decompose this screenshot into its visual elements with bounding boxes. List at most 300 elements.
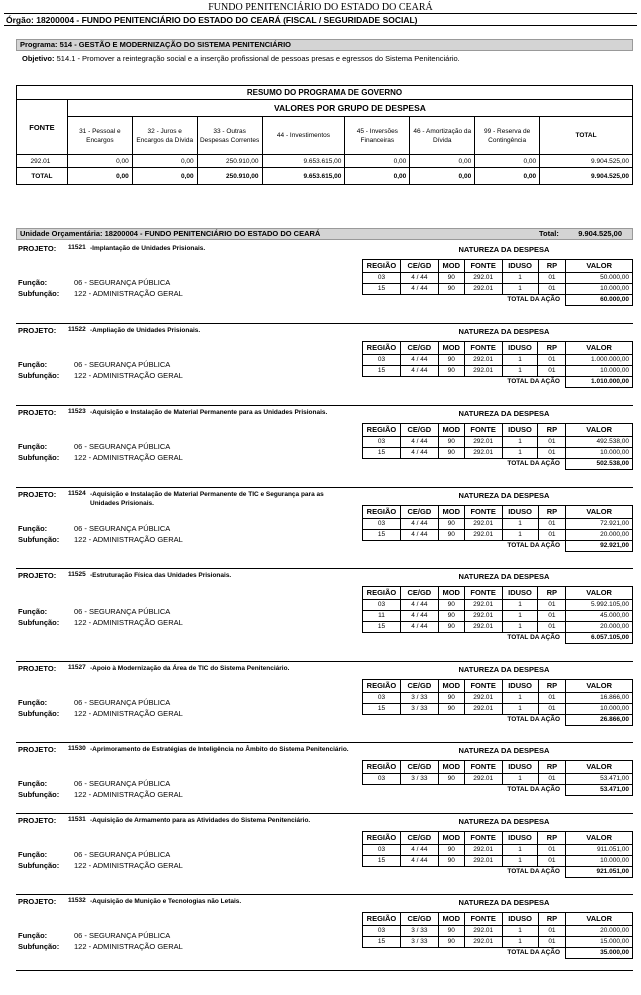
projeto-number: 11530 <box>68 745 86 752</box>
natureza-cell: 1 <box>502 926 538 937</box>
natureza-cell: 4 / 44 <box>400 622 438 633</box>
natureza-col-header: MOD <box>438 761 464 774</box>
natureza-cell: 03 <box>363 693 401 704</box>
natureza-col-header: FONTE <box>464 506 502 519</box>
natureza-col-header: IDUSO <box>502 913 538 926</box>
natureza-cell: 1 <box>502 611 538 622</box>
projeto-description: -Aquisição de Munição e Tecnologias não Letais. <box>90 898 242 905</box>
natureza-col-header: MOD <box>438 913 464 926</box>
subfuncao-value: 122 - ADMINISTRAÇÃO GERAL <box>74 289 183 298</box>
funcao-line: Função: 06 - SEGURANÇA PÚBLICA <box>18 931 171 940</box>
natureza-cell: 292.01 <box>464 600 502 611</box>
natureza-col-header: IDUSO <box>502 506 538 519</box>
subfuncao-line: Subfunção: 122 - ADMINISTRAÇÃO GERAL <box>18 709 183 718</box>
natureza-cell: 90 <box>438 448 464 459</box>
natureza-cell: 01 <box>538 622 566 633</box>
natureza-cell: 90 <box>438 519 464 530</box>
natureza-col-header: REGIÃO <box>363 913 401 926</box>
project-separator <box>16 894 633 895</box>
natureza-cell: 15 <box>363 704 401 715</box>
natureza-col-header: VALOR <box>566 761 633 774</box>
resumo-total-label: TOTAL <box>17 168 68 185</box>
natureza-row <box>363 366 633 377</box>
funcao-value: 06 - SEGURANÇA PÚBLICA <box>74 607 171 616</box>
natureza-col-header: VALOR <box>566 913 633 926</box>
funcao-line: Função: 06 - SEGURANÇA PÚBLICA <box>18 698 171 707</box>
natureza-cell: 01 <box>538 611 566 622</box>
projeto-number: 11525 <box>68 571 86 578</box>
funcao-line: Função: 06 - SEGURANÇA PÚBLICA <box>18 442 171 451</box>
total-acao-value: 35.000,00 <box>566 948 633 959</box>
resumo-total-cell: 0,00 <box>132 168 197 185</box>
natureza-cell: 01 <box>538 273 566 284</box>
natureza-col-header: RP <box>538 587 566 600</box>
natureza-cell: 292.01 <box>464 519 502 530</box>
natureza-cell: 90 <box>438 937 464 948</box>
resumo-col-header: 33 - Outras Despesas Correntes <box>197 117 262 155</box>
funcao-line: Função: 06 - SEGURANÇA PÚBLICA <box>18 850 171 859</box>
unidade-total-label: Total: <box>539 229 559 238</box>
subfuncao-line: Subfunção: 122 - ADMINISTRAÇÃO GERAL <box>18 453 183 462</box>
natureza-table <box>362 423 633 470</box>
total-acao-label: TOTAL DA AÇÃO <box>507 634 560 642</box>
natureza-cell: 1 <box>502 704 538 715</box>
projeto-description: -Implantação de Unidades Prisionais. <box>90 245 206 252</box>
natureza-cell: 3 / 33 <box>400 693 438 704</box>
natureza-col-header: IDUSO <box>502 680 538 693</box>
natureza-cell: 01 <box>538 284 566 295</box>
natureza-row <box>363 355 633 366</box>
natureza-cell: 292.01 <box>464 856 502 867</box>
total-acao-value: 921.051,00 <box>566 867 633 878</box>
natureza-cell: 4 / 44 <box>400 366 438 377</box>
unidade-orcamentaria-bar <box>16 228 633 240</box>
funcao-line: Função: 06 - SEGURANÇA PÚBLICA <box>18 524 171 533</box>
funcao-line: Função: 06 - SEGURANÇA PÚBLICA <box>18 607 171 616</box>
natureza-cell: 90 <box>438 845 464 856</box>
resumo-total-cell: 0,00 <box>475 168 540 185</box>
resumo-value-cell: 0,00 <box>410 155 475 168</box>
subfuncao-line: Subfunção: 122 - ADMINISTRAÇÃO GERAL <box>18 942 183 951</box>
projeto-number: 11527 <box>68 664 86 671</box>
resumo-subtitle: VALORES POR GRUPO DE DESPESA <box>67 100 632 117</box>
natureza-title: NATUREZA DA DESPESA <box>458 409 550 418</box>
natureza-col-header: CE/GD <box>400 832 438 845</box>
natureza-cell: 03 <box>363 355 401 366</box>
project-separator <box>16 405 633 406</box>
total-acao-label: TOTAL DA AÇÃO <box>507 716 561 724</box>
subfuncao-line: Subfunção: 122 - ADMINISTRAÇÃO GERAL <box>18 790 183 799</box>
natureza-row <box>363 622 633 633</box>
natureza-cell: 4 / 44 <box>400 448 438 459</box>
total-acao-value: 60.000,00 <box>566 295 633 306</box>
resumo-fonte-header: FONTE <box>17 100 68 155</box>
natureza-col-header: CE/GD <box>400 587 438 600</box>
natureza-cell: 90 <box>438 600 464 611</box>
project-separator <box>16 487 633 488</box>
natureza-cell: 53.471,00 <box>566 774 633 785</box>
natureza-col-header: VALOR <box>566 680 633 693</box>
natureza-cell: 90 <box>438 774 464 785</box>
natureza-col-header: IDUSO <box>502 424 538 437</box>
natureza-col-header: REGIÃO <box>363 342 401 355</box>
natureza-col-header: VALOR <box>566 506 633 519</box>
natureza-cell: 4 / 44 <box>400 437 438 448</box>
funcao-value: 06 - SEGURANÇA PÚBLICA <box>74 278 171 287</box>
resumo-total-cell: 250.910,00 <box>197 168 262 185</box>
resumo-col-header: 31 - Pessoal e Encargos <box>67 117 132 155</box>
resumo-value-cell: 0,00 <box>132 155 197 168</box>
natureza-col-header: REGIÃO <box>363 832 401 845</box>
natureza-cell: 292.01 <box>464 355 502 366</box>
natureza-table <box>362 259 633 306</box>
natureza-cell: 90 <box>438 530 464 541</box>
project-separator <box>16 661 633 662</box>
projeto-label: PROJETO: <box>18 664 57 673</box>
natureza-title: NATUREZA DA DESPESA <box>458 898 550 907</box>
projeto-description: -Aquisição de Armamento para as Atividades do Sistema Penitenciário. <box>90 817 311 824</box>
projeto-number: 11531 <box>68 816 86 823</box>
natureza-col-header: MOD <box>438 680 464 693</box>
natureza-cell: 15 <box>363 366 401 377</box>
natureza-cell: 15 <box>363 856 401 867</box>
objetivo-text: 514.1 - Promover a reintegração social e a inserção profissional de pessoas presas e egressos do Sistema Penitenciário. <box>56 54 460 63</box>
funcao-value: 06 - SEGURANÇA PÚBLICA <box>74 779 171 788</box>
funcao-value: 06 - SEGURANÇA PÚBLICA <box>74 360 171 369</box>
natureza-title: NATUREZA DA DESPESA <box>458 245 550 254</box>
natureza-cell: 1 <box>502 845 538 856</box>
resumo-col-header: 44 - Investimentos <box>262 117 345 155</box>
natureza-cell: 01 <box>538 519 566 530</box>
natureza-col-header: IDUSO <box>502 761 538 774</box>
natureza-col-header: FONTE <box>464 260 502 273</box>
project-separator <box>16 742 633 743</box>
natureza-cell: 03 <box>363 845 401 856</box>
natureza-cell: 292.01 <box>464 284 502 295</box>
natureza-row <box>363 774 633 785</box>
total-acao-label: TOTAL DA AÇÃO <box>507 378 560 386</box>
natureza-cell: 292.01 <box>464 530 502 541</box>
natureza-col-header: CE/GD <box>400 424 438 437</box>
natureza-title: NATUREZA DA DESPESA <box>458 746 550 755</box>
natureza-cell: 1 <box>502 437 538 448</box>
natureza-cell: 01 <box>538 926 566 937</box>
natureza-col-header: FONTE <box>464 832 502 845</box>
natureza-cell: 45.000,00 <box>566 611 633 622</box>
natureza-cell: 90 <box>438 856 464 867</box>
subfuncao-value: 122 - ADMINISTRAÇÃO GERAL <box>74 618 183 627</box>
natureza-col-header: VALOR <box>566 342 633 355</box>
natureza-col-header: REGIÃO <box>363 260 401 273</box>
resumo-value-cell: 9.904.525,00 <box>540 155 633 168</box>
subfuncao-value: 122 - ADMINISTRAÇÃO GERAL <box>74 535 183 544</box>
natureza-cell: 1 <box>502 600 538 611</box>
total-acao-value: 1.010.000,00 <box>566 377 633 388</box>
resumo-total-cell: 0,00 <box>345 168 410 185</box>
resumo-fonte-cell: 292.01 <box>17 155 68 168</box>
total-acao-label: TOTAL DA AÇÃO <box>507 460 560 468</box>
natureza-col-header: RP <box>538 761 566 774</box>
natureza-cell: 01 <box>538 774 566 785</box>
natureza-col-header: VALOR <box>566 832 633 845</box>
unidade-label: Unidade Orçamentária: 18200004 - FUNDO PENITENCIÁRIO DO ESTADO DO CEARÁ <box>20 229 321 238</box>
natureza-cell: 1 <box>502 284 538 295</box>
natureza-row <box>363 704 633 715</box>
subfuncao-value: 122 - ADMINISTRAÇÃO GERAL <box>74 709 183 718</box>
natureza-table <box>362 760 633 796</box>
natureza-col-header: FONTE <box>464 342 502 355</box>
natureza-cell: 16.866,00 <box>566 693 633 704</box>
funcao-value: 06 - SEGURANÇA PÚBLICA <box>74 524 171 533</box>
natureza-cell: 01 <box>538 937 566 948</box>
resumo-total-cell: 9.653.615,00 <box>262 168 345 185</box>
natureza-cell: 03 <box>363 600 401 611</box>
natureza-row <box>363 845 633 856</box>
natureza-row <box>363 926 633 937</box>
projeto-label: PROJETO: <box>18 244 57 253</box>
natureza-col-header: MOD <box>438 832 464 845</box>
total-acao-label: TOTAL DA AÇÃO <box>507 296 561 304</box>
natureza-row <box>363 273 633 284</box>
natureza-cell: 4 / 44 <box>400 355 438 366</box>
natureza-cell: 15 <box>363 530 401 541</box>
natureza-cell: 90 <box>438 622 464 633</box>
natureza-cell: 03 <box>363 437 401 448</box>
natureza-cell: 292.01 <box>464 926 502 937</box>
subfuncao-value: 122 - ADMINISTRAÇÃO GERAL <box>74 790 183 799</box>
natureza-cell: 10.000,00 <box>566 704 633 715</box>
natureza-cell: 1 <box>502 273 538 284</box>
natureza-cell: 90 <box>438 355 464 366</box>
natureza-col-header: FONTE <box>464 761 502 774</box>
projeto-number: 11532 <box>68 897 86 904</box>
resumo-col-header: TOTAL <box>540 117 633 155</box>
objetivo-line <box>22 54 460 63</box>
natureza-cell: 4 / 44 <box>400 600 438 611</box>
natureza-col-header: RP <box>538 506 566 519</box>
natureza-cell: 50.000,00 <box>566 273 633 284</box>
subfuncao-line: Subfunção: 122 - ADMINISTRAÇÃO GERAL <box>18 289 183 298</box>
funcao-value: 06 - SEGURANÇA PÚBLICA <box>74 442 171 451</box>
projeto-description: -Aquisição e Instalação de Material Permanente de TIC e Segurança para as Unidades Prisionais. <box>90 491 324 507</box>
total-acao-label: TOTAL DA AÇÃO <box>507 868 560 876</box>
natureza-title: NATUREZA DA DESPESA <box>458 491 550 500</box>
resumo-value-cell: 0,00 <box>67 155 132 168</box>
projeto-description: -Aquisição e Instalação de Material Permanente para as Unidades Prisionais. <box>90 409 328 416</box>
resumo-value-cell: 0,00 <box>345 155 410 168</box>
projeto-number: 11523 <box>68 408 86 415</box>
document-title: FUNDO PENITENCIÁRIO DO ESTADO DO CEARÁ <box>208 2 433 13</box>
subfuncao-value: 122 - ADMINISTRAÇÃO GERAL <box>74 942 183 951</box>
projeto-label: PROJETO: <box>18 571 57 580</box>
natureza-cell: 4 / 44 <box>400 530 438 541</box>
natureza-cell: 01 <box>538 366 566 377</box>
natureza-col-header: CE/GD <box>400 761 438 774</box>
resumo-value-cell: 9.653.615,00 <box>262 155 345 168</box>
natureza-cell: 292.01 <box>464 693 502 704</box>
natureza-cell: 90 <box>438 693 464 704</box>
natureza-cell: 492.538,00 <box>566 437 633 448</box>
natureza-cell: 11 <box>363 611 401 622</box>
total-acao-value: 6.057.105,00 <box>566 633 633 644</box>
natureza-cell: 03 <box>363 519 401 530</box>
projeto-description: -Apoio à Modernização da Área de TIC do Sistema Penitenciário. <box>90 665 290 672</box>
natureza-cell: 01 <box>538 437 566 448</box>
subfuncao-line: Subfunção: 122 - ADMINISTRAÇÃO GERAL <box>18 861 183 870</box>
resumo-col-header: 99 - Reserva de Contingência <box>475 117 540 155</box>
natureza-col-header: REGIÃO <box>363 761 401 774</box>
projeto-number: 11522 <box>68 326 86 333</box>
natureza-cell: 20.000,00 <box>566 926 633 937</box>
natureza-cell: 10.000,00 <box>566 448 633 459</box>
unidade-total-value: 9.904.525,00 <box>578 229 622 238</box>
natureza-cell: 15 <box>363 622 401 633</box>
subfuncao-line: Subfunção: 122 - ADMINISTRAÇÃO GERAL <box>18 535 183 544</box>
funcao-value: 06 - SEGURANÇA PÚBLICA <box>74 850 171 859</box>
total-acao-value: 53.471,00 <box>566 785 633 796</box>
natureza-col-header: RP <box>538 680 566 693</box>
natureza-table <box>362 831 633 878</box>
natureza-row <box>363 448 633 459</box>
natureza-cell: 01 <box>538 355 566 366</box>
orgao-header: Órgão: 18200004 - FUNDO PENITENCIÁRIO DO ESTADO DO CEARÁ (FISCAL / SEGURIDADE SOCIAL) <box>4 13 637 26</box>
natureza-cell: 292.01 <box>464 937 502 948</box>
natureza-cell: 01 <box>538 600 566 611</box>
natureza-cell: 15 <box>363 284 401 295</box>
natureza-row <box>363 937 633 948</box>
natureza-cell: 1 <box>502 448 538 459</box>
natureza-cell: 20.000,00 <box>566 622 633 633</box>
natureza-cell: 01 <box>538 448 566 459</box>
natureza-cell: 292.01 <box>464 437 502 448</box>
resumo-value-cell: 250.910,00 <box>197 155 262 168</box>
subfuncao-value: 122 - ADMINISTRAÇÃO GERAL <box>74 371 183 380</box>
natureza-col-header: MOD <box>438 587 464 600</box>
total-acao-label: TOTAL DA AÇÃO <box>507 786 561 794</box>
projeto-label: PROJETO: <box>18 490 57 499</box>
natureza-row <box>363 856 633 867</box>
natureza-cell: 1 <box>502 622 538 633</box>
natureza-col-header: CE/GD <box>400 913 438 926</box>
subfuncao-value: 122 - ADMINISTRAÇÃO GERAL <box>74 861 183 870</box>
funcao-value: 06 - SEGURANÇA PÚBLICA <box>74 931 171 940</box>
projeto-description: -Ampliação de Unidades Prisionais. <box>90 327 201 334</box>
natureza-row <box>363 611 633 622</box>
projeto-label: PROJETO: <box>18 816 57 825</box>
funcao-line: Função: 06 - SEGURANÇA PÚBLICA <box>18 360 171 369</box>
natureza-col-header: CE/GD <box>400 680 438 693</box>
resumo-value-cell: 0,00 <box>475 155 540 168</box>
natureza-cell: 10.000,00 <box>566 366 633 377</box>
natureza-cell: 292.01 <box>464 366 502 377</box>
natureza-cell: 292.01 <box>464 611 502 622</box>
natureza-col-header: FONTE <box>464 587 502 600</box>
natureza-col-header: VALOR <box>566 587 633 600</box>
natureza-cell: 15 <box>363 448 401 459</box>
natureza-title: NATUREZA DA DESPESA <box>458 572 550 581</box>
natureza-col-header: MOD <box>438 342 464 355</box>
natureza-cell: 911.051,00 <box>566 845 633 856</box>
natureza-col-header: RP <box>538 913 566 926</box>
resumo-total-cell: 0,00 <box>67 168 132 185</box>
natureza-col-header: CE/GD <box>400 342 438 355</box>
natureza-cell: 10.000,00 <box>566 284 633 295</box>
resumo-total-cell: 9.904.525,00 <box>540 168 633 185</box>
subfuncao-line: Subfunção: 122 - ADMINISTRAÇÃO GERAL <box>18 371 183 380</box>
funcao-line: Função: 06 - SEGURANÇA PÚBLICA <box>18 278 171 287</box>
natureza-cell: 90 <box>438 366 464 377</box>
natureza-row <box>363 519 633 530</box>
natureza-title: NATUREZA DA DESPESA <box>458 327 550 336</box>
natureza-cell: 03 <box>363 774 401 785</box>
natureza-cell: 3 / 33 <box>400 704 438 715</box>
natureza-cell: 20.000,00 <box>566 530 633 541</box>
natureza-cell: 1 <box>502 366 538 377</box>
objetivo-label: Objetivo: <box>22 54 55 63</box>
projeto-label: PROJETO: <box>18 326 57 335</box>
natureza-cell: 90 <box>438 611 464 622</box>
natureza-col-header: FONTE <box>464 913 502 926</box>
project-separator <box>16 813 633 814</box>
natureza-col-header: VALOR <box>566 424 633 437</box>
natureza-cell: 72.921,00 <box>566 519 633 530</box>
projeto-label: PROJETO: <box>18 897 57 906</box>
natureza-col-header: RP <box>538 832 566 845</box>
natureza-cell: 01 <box>538 704 566 715</box>
natureza-col-header: VALOR <box>566 260 633 273</box>
natureza-cell: 4 / 44 <box>400 284 438 295</box>
natureza-cell: 90 <box>438 926 464 937</box>
natureza-cell: 90 <box>438 284 464 295</box>
total-acao-value: 26.866,00 <box>566 715 633 726</box>
natureza-cell: 1 <box>502 937 538 948</box>
resumo-col-header: 32 - Juros e Encargos da Dívida <box>132 117 197 155</box>
natureza-table <box>362 505 633 552</box>
natureza-cell: 292.01 <box>464 622 502 633</box>
natureza-col-header: RP <box>538 424 566 437</box>
projeto-label: PROJETO: <box>18 408 57 417</box>
subfuncao-value: 122 - ADMINISTRAÇÃO GERAL <box>74 453 183 462</box>
natureza-cell: 03 <box>363 926 401 937</box>
natureza-cell: 03 <box>363 273 401 284</box>
resumo-total-cell: 0,00 <box>410 168 475 185</box>
total-acao-label: TOTAL DA AÇÃO <box>507 542 561 550</box>
natureza-cell: 01 <box>538 856 566 867</box>
funcao-value: 06 - SEGURANÇA PÚBLICA <box>74 698 171 707</box>
natureza-cell: 4 / 44 <box>400 856 438 867</box>
natureza-cell: 01 <box>538 693 566 704</box>
natureza-table <box>362 679 633 726</box>
natureza-cell: 5.992.105,00 <box>566 600 633 611</box>
natureza-cell: 90 <box>438 273 464 284</box>
natureza-row <box>363 437 633 448</box>
total-acao-label: TOTAL DA AÇÃO <box>507 949 561 957</box>
resumo-col-header: 46 - Amortização da Dívida <box>410 117 475 155</box>
resumo-col-header: 45 - Inversões Financeiras <box>345 117 410 155</box>
project-separator <box>16 323 633 324</box>
natureza-cell: 1 <box>502 856 538 867</box>
natureza-cell: 90 <box>438 437 464 448</box>
natureza-row <box>363 693 633 704</box>
natureza-cell: 1 <box>502 519 538 530</box>
natureza-title: NATUREZA DA DESPESA <box>458 817 550 826</box>
natureza-cell: 4 / 44 <box>400 273 438 284</box>
projeto-number: 11524 <box>68 490 86 497</box>
natureza-col-header: IDUSO <box>502 587 538 600</box>
natureza-cell: 15 <box>363 937 401 948</box>
natureza-row <box>363 530 633 541</box>
projeto-description: -Aprimoramento de Estratégias de Inteligência no Âmbito do Sistema Penitenciário. <box>90 746 349 753</box>
